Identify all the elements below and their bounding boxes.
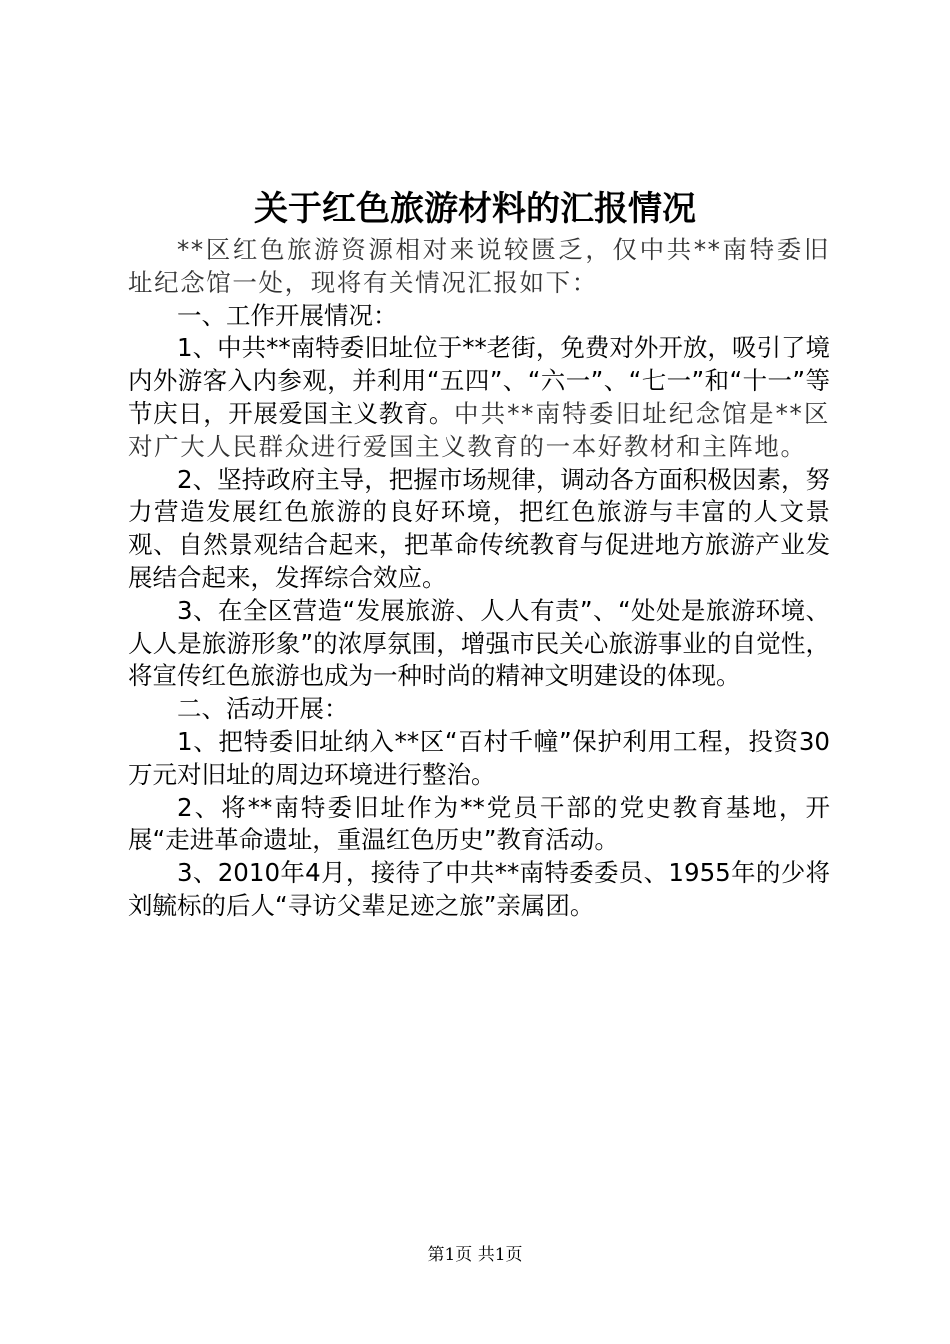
intro-paragraph: **区红色旅游资源相对来说较匮乏，仅中共**南特委旧址纪念馆一处，现将有关情况汇报如下： — [128, 235, 830, 297]
activity-item-2: 2、将**南特委旧址作为**党员干部的党史教育基地，开展“走进革命遗址，重温红色历史”教育活动。 — [128, 792, 830, 855]
work-item-3: 3、在全区营造“发展旅游、人人有责”、“处处是旅游环境、人人是旅游形象”的浓厚氛围，增强市民关心旅游事业的自觉性，将宣传红色旅游也成为一种时尚的精神文明建设的体现。 — [128, 595, 830, 691]
page-footer: 第1页 共1页 — [427, 1245, 523, 1265]
document-body — [128, 234, 830, 923]
document-title: 关于红色旅游材料的汇报情况 — [254, 189, 696, 229]
work-item-1-tail: 中共**南特委旧址纪念馆是**区对广大人民群众进行爱国主义教育的一本好教材和主阵地。 — [128, 398, 830, 461]
activity-item-3: 3、2010年4月，接待了中共**南特委委员、1955年的少将刘毓标的后人“寻访父辈足迹之旅”亲属团。 — [128, 858, 830, 920]
section-heading-activities: 二、活动开展： — [177, 694, 349, 724]
work-item-1-text: 1、中共**南特委旧址位于**老街，免费对外开放，吸引了境内外游客入内参观，并利用“五四”、“六一”、“七一”和“十一”等节庆日，开展爱国主义教育。 — [128, 333, 830, 428]
activity-item-1: 1、把特委旧址纳入**区“百村千幢”保护利用工程，投资30万元对旧址的周边环境进行整治。 — [128, 726, 830, 789]
work-item-2: 2、坚持政府主导，把握市场规律，调动各方面积极因素，努力营造发展红色旅游的良好环境，把红色旅游与丰富的人文景观、自然景观结合起来，把革命传统教育与促进地方旅游产业发展结合起来，发挥综合效应。 — [128, 464, 830, 592]
section-heading-work: 一、工作开展情况： — [177, 300, 398, 330]
work-item-1 — [128, 332, 830, 463]
